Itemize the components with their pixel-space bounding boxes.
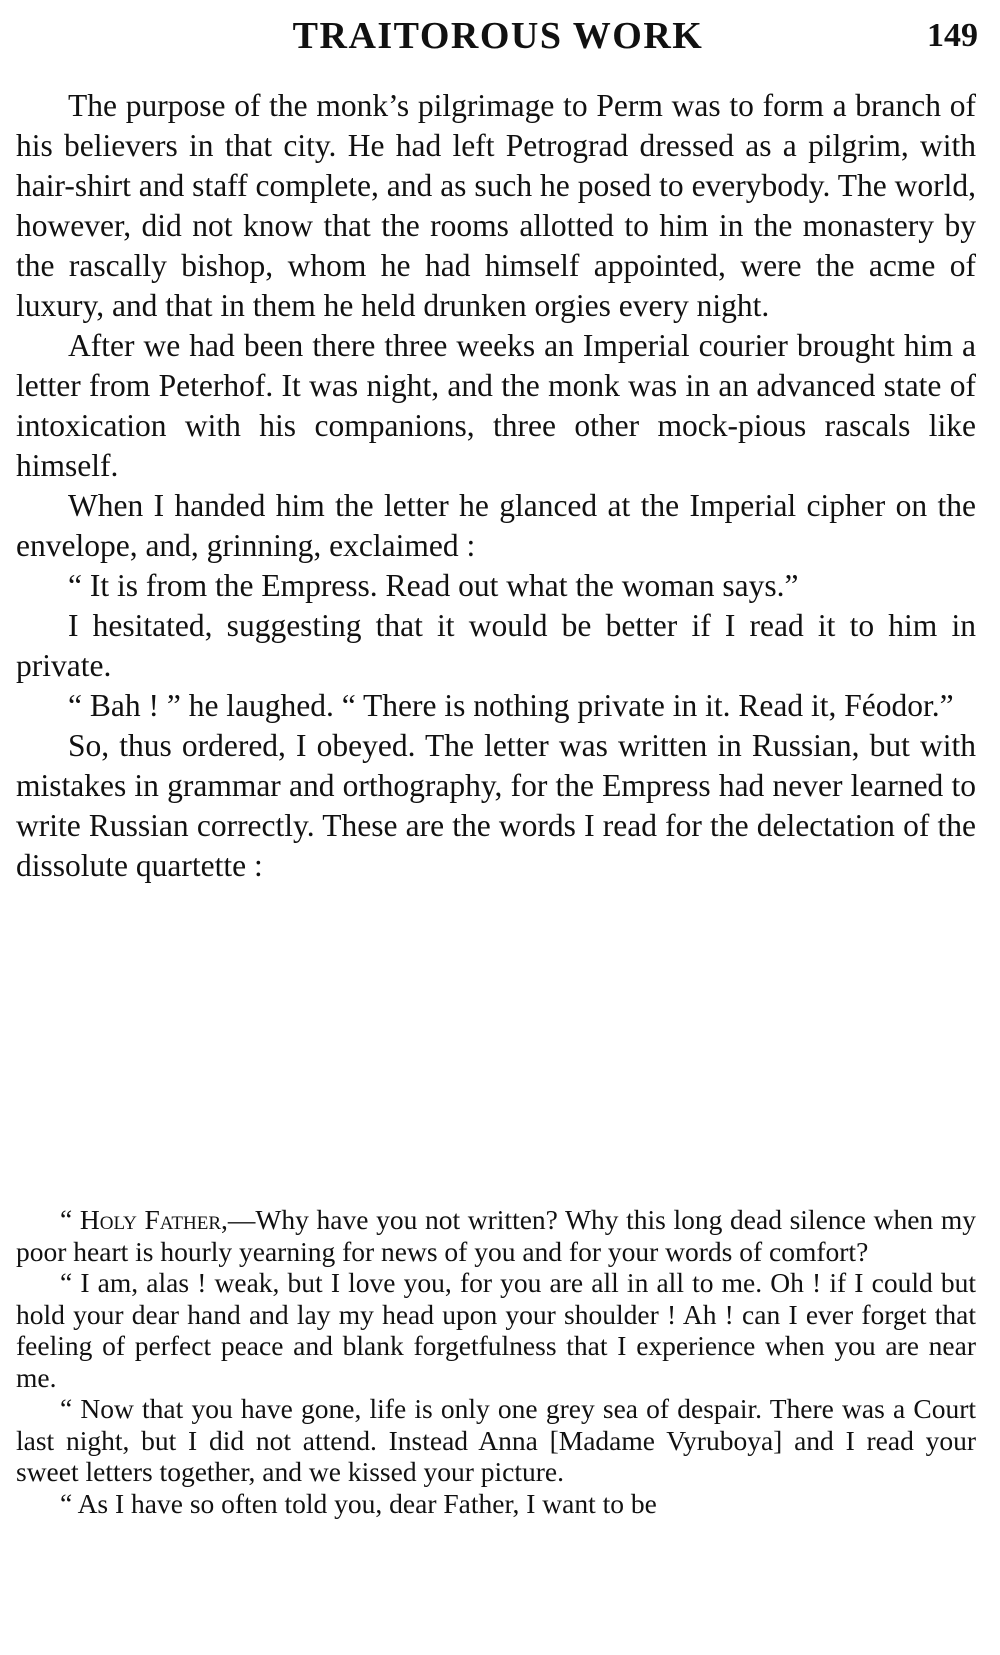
- page-number: 149: [927, 17, 978, 54]
- paragraph: After we had been there three weeks an Imperial courier brought him a letter from Peterhof. It was night, and the monk was in an advanced state of intoxication with his companions, three other mock-pious rascals like himself.: [16, 328, 976, 483]
- open-quote: “: [60, 1204, 80, 1235]
- paragraph: The purpose of the monk’s pilgrimage to Perm was to form a branch of his believers in that city. He had left Petrograd dressed as a pilgrim, with hair-shirt and staff complete, and as such he posed to everybody. The world, however, did not know that the rooms allotted to him in the monastery by the rascally bishop, whom he had himself appointed, were the acme of luxury, and that in them he held drunken orgies every night.: [16, 88, 976, 323]
- narrative-text: [16, 86, 976, 886]
- paragraph: When I handed him the letter he glanced at the Imperial cipher on the envelope, and, grinning, exclaimed :: [16, 488, 976, 563]
- letter-salutation: Holy Father,: [79, 1204, 228, 1235]
- paragraph: I hesitated, suggesting that it would be better if I read it to him in private.: [16, 608, 976, 683]
- letter-paragraph: “ I am, alas ! weak, but I love you, for you are all in all to me. Oh ! if I could but hold your dear hand and lay my head upon your shoulder ! Ah ! can I ever forget that feeling of perfect peace and blank forgetfulness that I experience when you are near me.: [16, 1267, 976, 1393]
- letter-paragraph: “ Now that you have gone, life is only one grey sea of despair. There was a Court last night, but I did not attend. Instead Anna [Madame Vyruboya] and I read your sweet letters together, and we kissed your picture.: [16, 1393, 976, 1487]
- paragraph: So, thus ordered, I obeyed. The letter was written in Russian, but with mistakes in grammar and orthography, for the Empress had never learned to write Russian correctly. These are the words I read for the delectation of the dissolute quartette :: [16, 728, 976, 883]
- chapter-running-title: TRAITOROUS WORK: [292, 15, 704, 57]
- paragraph: “ Bah ! ” he laughed. “ There is nothing private in it. Read it, Féodor.”: [68, 688, 954, 723]
- letter-paragraph-text: —Why have you not written? Why this long dead silence when my poor heart is hourly yearning for news of you and for your words of comfort?: [16, 1204, 976, 1267]
- quoted-letter: [16, 1204, 976, 1519]
- letter-paragraph: [16, 1204, 976, 1267]
- letter-paragraph: “ As I have so often told you, dear Father, I want to be: [60, 1487, 657, 1519]
- running-head: [18, 12, 978, 60]
- paragraph: “ It is from the Empress. Read out what the woman says.”: [68, 568, 799, 603]
